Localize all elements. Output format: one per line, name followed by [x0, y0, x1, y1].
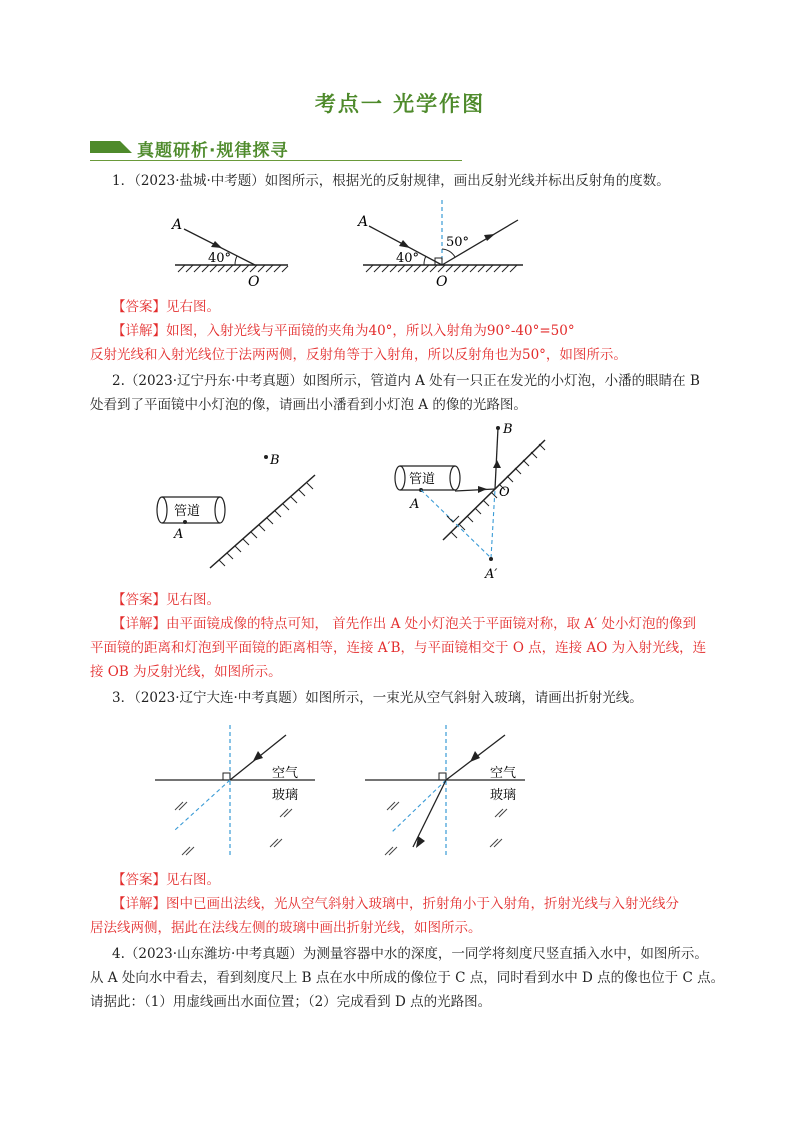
q1-ans-label-o: O — [436, 274, 448, 290]
q3-detail-1: 【详解】图中已画出法线，光从空气斜射入玻璃中，折射角小于入射角，折射光线与入射光线分 — [112, 896, 679, 912]
q3-stem: 3．（2023·辽宁大连·中考真题）如图所示，一束光从空气斜射入玻璃，请画出折射光线。 — [112, 690, 643, 706]
q2-figure-question — [150, 440, 320, 580]
q3-label-glass: 玻璃 — [272, 788, 299, 803]
q1-stem: 1．（2023·盐城·中考题）如图所示，根据光的反射规律，画出反射光线并标出反射角的度数。 — [112, 173, 670, 189]
q3-ans-label-air: 空气 — [490, 766, 517, 781]
q2-ans-label-a: A — [410, 497, 420, 512]
q2-detail-3: 接 OB 为反射光线，如图所示。 — [90, 664, 282, 680]
q2-ans-label-a-prime: A′ — [485, 567, 498, 582]
q3-label-air: 空气 — [272, 766, 299, 781]
section-title: 真题研析·规律探寻 — [137, 141, 289, 161]
q3-figure-question — [150, 720, 320, 860]
q1-label-o: O — [248, 274, 260, 290]
q2-pipe-label: 管道 — [174, 504, 201, 519]
page-title: 考点一 光学作图 — [314, 92, 486, 116]
q1-figure-answer — [355, 198, 530, 290]
q2-stem-1: 2.（2023·辽宁丹东·中考真题）如图所示，管道内 A 处有一只正在发光的小灯泡，小潘的眼睛在 B — [112, 373, 700, 389]
q1-answer: 【答案】见右图。 — [112, 299, 220, 315]
q1-detail-1: 【详解】如图，入射光线与平面镜的夹角为40°，所以入射角为90°-40°=50° — [112, 323, 575, 339]
q3-ans-label-glass: 玻璃 — [490, 788, 517, 803]
section-marker-icon — [90, 141, 132, 153]
q2-figure-answer — [385, 418, 555, 583]
q1-ans-label-40: 40° — [396, 251, 420, 266]
q4-stem-3: 请据此：（1）用虚线画出水面位置；（2）完成看到 D 点的光路图。 — [90, 994, 492, 1010]
q2-ans-label-o: O — [499, 485, 510, 500]
q1-label-a: A — [172, 217, 183, 233]
q1-ans-label-a: A — [358, 214, 369, 230]
q4-stem-1: 4.（2023·山东潍坊·中考真题）为测量容器中水的深度，一同学将刻度尺竖直插入水中，如图所示。 — [112, 946, 708, 962]
q3-answer: 【答案】见右图。 — [112, 872, 220, 888]
q2-detail-1: 【详解】由平面镜成像的特点可知， 首先作出 A 处小灯泡关于平面镜对称，取 A′ 处小灯泡的像到 — [112, 616, 697, 632]
q2-ans-pipe-label: 管道 — [409, 472, 436, 487]
q2-answer: 【答案】见右图。 — [112, 592, 220, 608]
section-divider — [90, 160, 462, 161]
q2-label-a: A — [174, 527, 184, 542]
q2-detail-2: 平面镜的距离和灯泡到平面镜的距离相等，连接 A′B，与平面镜相交于 O 点，连接 AO 为入射光线，连 — [90, 640, 707, 656]
q3-detail-2: 居法线两侧，据此在法线左侧的玻璃中画出折射光线，如图所示。 — [90, 920, 482, 936]
q3-figure-answer — [360, 720, 530, 860]
q2-label-b: B — [270, 453, 280, 468]
q4-stem-2: 从 A 处向水中看去，看到刻度尺上 B 点在水中所成的像位于 C 点，同时看到水中 D 点的像也位于 C 点。 — [90, 970, 725, 986]
q1-detail-2: 反射光线和入射光线位于法两两侧，反射角等于入射角，所以反射角也为50°，如图所示。 — [90, 347, 627, 363]
q1-label-40: 40° — [208, 251, 232, 266]
q1-figure-question — [160, 205, 290, 290]
q1-ans-label-50: 50° — [446, 235, 470, 250]
q2-ans-label-b: B — [503, 422, 513, 437]
q2-stem-2: 处看到了平面镜中小灯泡的像，请画出小潘看到小灯泡 A 的像的光路图。 — [90, 397, 527, 413]
